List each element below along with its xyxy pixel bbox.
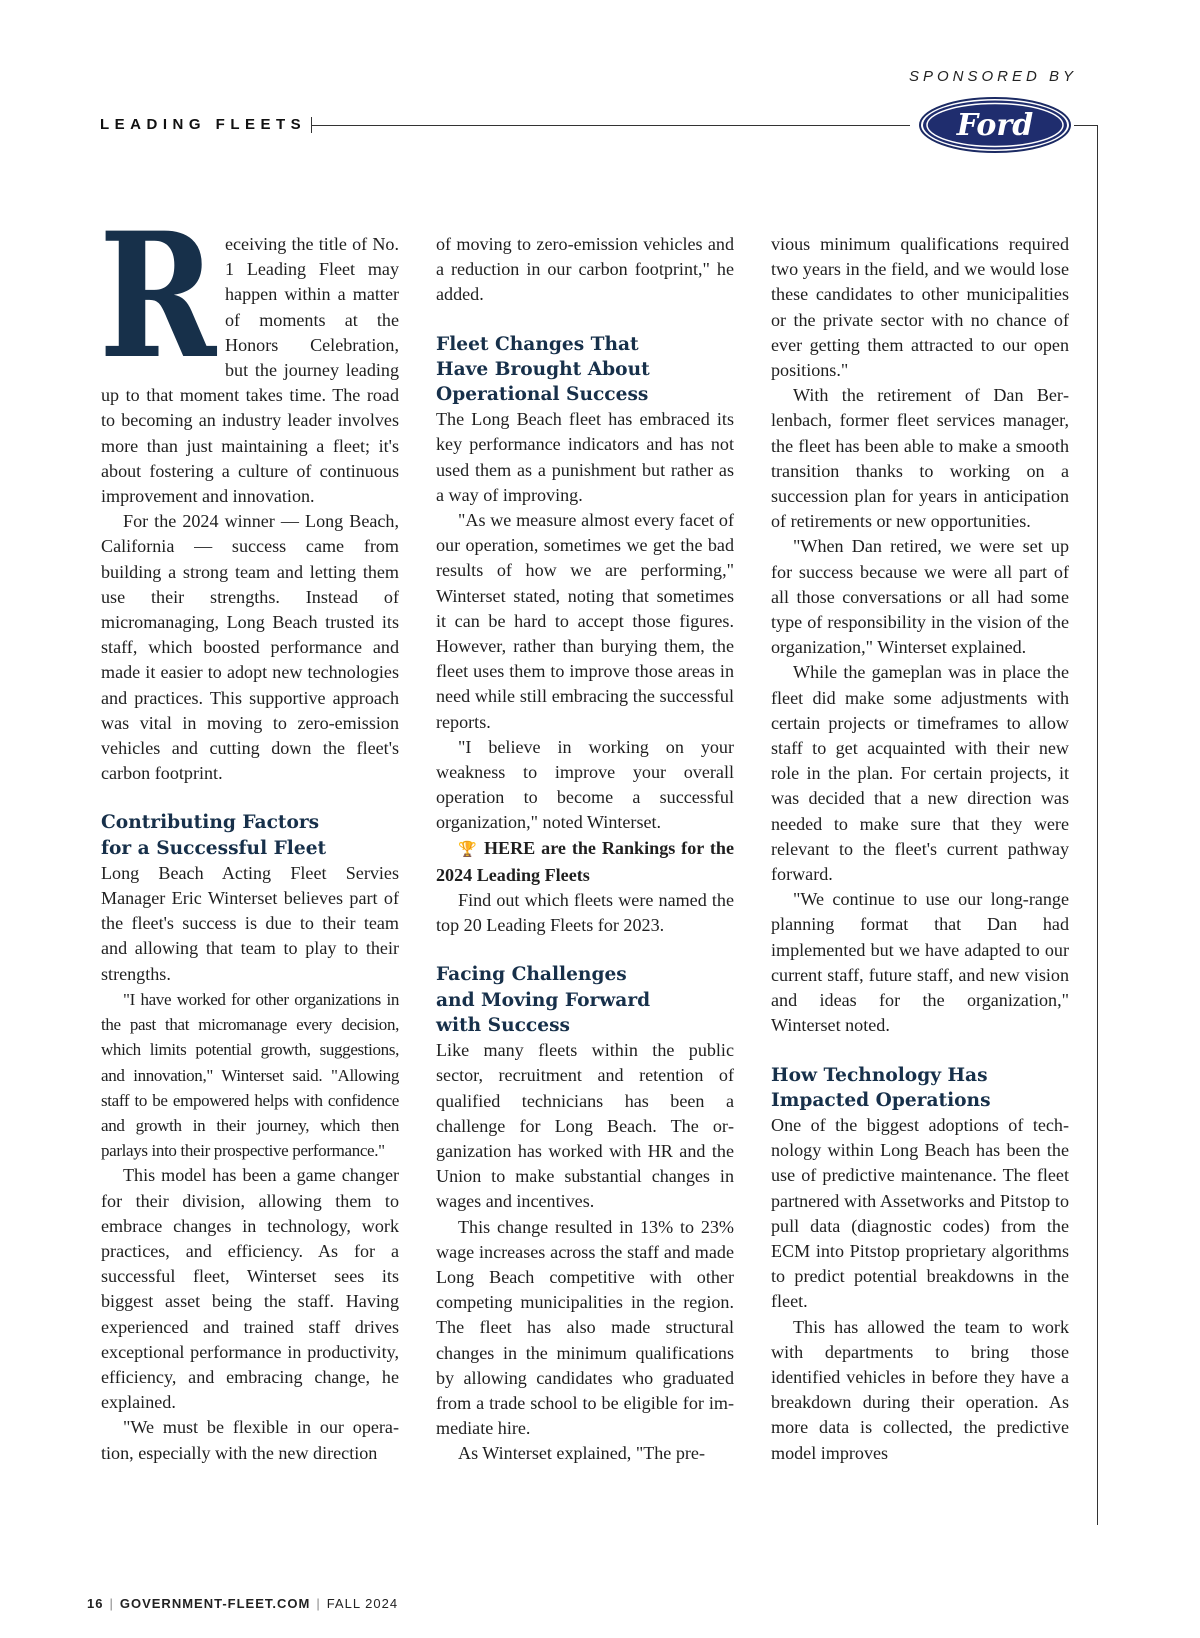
subheading-contributing-factors: Contributing Factors for a Successful Fleet [101, 812, 327, 859]
paragraph: of moving to zero-emission vehicles and a reduction in our carbon footprint," he added. [436, 234, 734, 305]
subheading-facing-challenges: Facing Challenges and Moving Forward with Success [436, 964, 651, 1036]
paragraph: This has allowed the team to work with departments to bring those identified vehicles in before they have a breakdown during their operation. As more data is collected, the predictive model improves [771, 1316, 1069, 1463]
paragraph: Like many fleets within the public sector, recruitment and retention of qualified technicians has been a challenge for Long Beach. The organization has worked with HR and the Union to make substantial changes in wages and incentives. [436, 1040, 734, 1212]
paragraph: Long Beach Acting Fleet Servies Manager Eric Winterset believes part of the fleet's success is due to their team and allowing that team to play to their strengths. [101, 862, 399, 984]
paragraph: The Long Beach fleet has embraced its key performance indicators and has not used them as a punishment but rather as a way of improving. [436, 409, 734, 505]
page-number: 16 [87, 1596, 104, 1611]
article-column-1 [99, 194, 399, 1466]
trophy-icon: 🏆 [458, 841, 479, 858]
paragraph: "We continue to use our long-range planning format that Dan had implemented but we have adapted to our current staff, future staff, and new vision and ideas for the organization," Winterset noted. [771, 889, 1069, 1036]
subheading-technology: How Technology Has Impacted Operations [771, 1064, 991, 1111]
paragraph: With the retirement of Dan Berlenbach, former fleet services manager, the fleet has been able to make a smooth transition thanks to working on a succession plan for years in anticipation of retirements or new opportunities. [771, 385, 1069, 532]
paragraph: One of the biggest adoptions of technology within Long Beach has been the use of predictive maintenance. The fleet partnered with Assetworks and Pitstop to pull data (diagnostic codes) from the ECM into Pitstop proprietary algorithms to predict potential breakdowns in the fleet. [771, 1114, 1069, 1312]
paragraph: eceiving the title of No. 1 Leading Fleet may happen within a matter of moments at the Honors Celebration, but the journey leading up to that moment takes time. The road to becoming an industry leader involves more than just maintaining a fleet; it's about fostering a culture of continuous improvement and innovation. [101, 234, 399, 507]
paragraph: vious minimum qualifications required two years in the field, and we would lose these candidates to other municipalities or the private sector with no chance of ever getting them attracted to our open positions." [771, 234, 1069, 381]
paragraph: "As we measure almost every facet of our operation, sometimes we get the bad results of how we are performing," Winterset stated, noting that sometimes it can be hard to accept those figures. However, rather than burying them, the fleet uses them to improve those areas in need while still embracing the successful reports. [436, 510, 734, 732]
footer-issue: FALL 2024 [326, 1596, 399, 1611]
quote-paragraph: "I have worked for other organizations in the past that micromanage every decision, which limits potential growth, suggestions, and innovation," Winterset said. "Allowing staff to be empowered helps with confidence and growth in their journey, which then parlays into their prospective performance." [101, 989, 399, 1161]
paragraph: For the 2024 winner — Long Beach, California — success came from building a strong team and letting them use their strengths. Instead of micromanaging, Long Beach trusted its staff, which boosted performance and made it easier to adopt new technologies and practices. This supportive approach was vital in moving to zero-emission vehicles and cutting down the fleet's carbon footprint. [101, 511, 399, 784]
header-rule-end [1074, 125, 1098, 126]
paragraph: "I believe in working on your weakness to improve your overall operation to become a successful organization," noted Winterset. [436, 736, 734, 833]
paragraph: While the gameplan was in place the fleet did make some adjustments with certain projects or timeframes to allow staff to get acquainted with their new role in the plan. For certain projects, it was decided that a new direction was needed to make sure that they were relevant to the fleet's current pathway forward. [771, 662, 1069, 885]
paragraph: This change resulted in 13% to 23% wage increases across the staff and made Long Beach competitive with other competing municipalities in the region. The fleet has also made structural changes in the minimum qualifications by allowing candidates who graduated from a trade school to be eligible for immediate hire. [436, 1216, 734, 1439]
ford-logo-text: Ford [956, 108, 1034, 143]
section-label: LEADING FLEETS [100, 116, 307, 133]
sponsored-by-label: SPONSORED BY [908, 68, 1077, 85]
header-rule [311, 125, 910, 126]
article-column-3 [771, 232, 1069, 1466]
rankings-link[interactable] [436, 836, 734, 888]
page-margin-rule [1097, 125, 1098, 1525]
page-footer: 16 | GOVERNMENT-FLEET.COM | FALL 2024 [87, 1596, 399, 1611]
article-column-2 [436, 232, 734, 1467]
paragraph: "We must be flexible in our operation, especially with the new direction [101, 1417, 399, 1463]
subheading-fleet-changes: Fleet Changes That Have Brought About Operational Success [436, 333, 650, 406]
ford-logo [918, 96, 1072, 154]
drop-cap: R [99, 194, 217, 397]
paragraph: This model has been a game changer for their division, allowing them to embrace changes in technology, work practices, and efficiency. As for a successful fleet, Winterset sees its biggest asset being the staff. Having experienced and trained staff drives exceptional performance in productivity, efficiency, and embracing change, he explained. [101, 1165, 399, 1413]
paragraph: As Winterset explained, "The pre- [458, 1443, 705, 1464]
rankings-link-text[interactable]: HERE are the Rankings for the 2024 Leading Fleets [436, 837, 734, 885]
paragraph: Find out which fleets were named the top 20 Leading Fleets for 2023. [436, 890, 734, 936]
footer-site: GOVERNMENT-FLEET.COM [119, 1596, 311, 1611]
paragraph: "When Dan retired, we were set up for success because we were all part of all those conversations or all had some type of responsibility in the vision of the organization," Winterset explained. [771, 536, 1069, 658]
